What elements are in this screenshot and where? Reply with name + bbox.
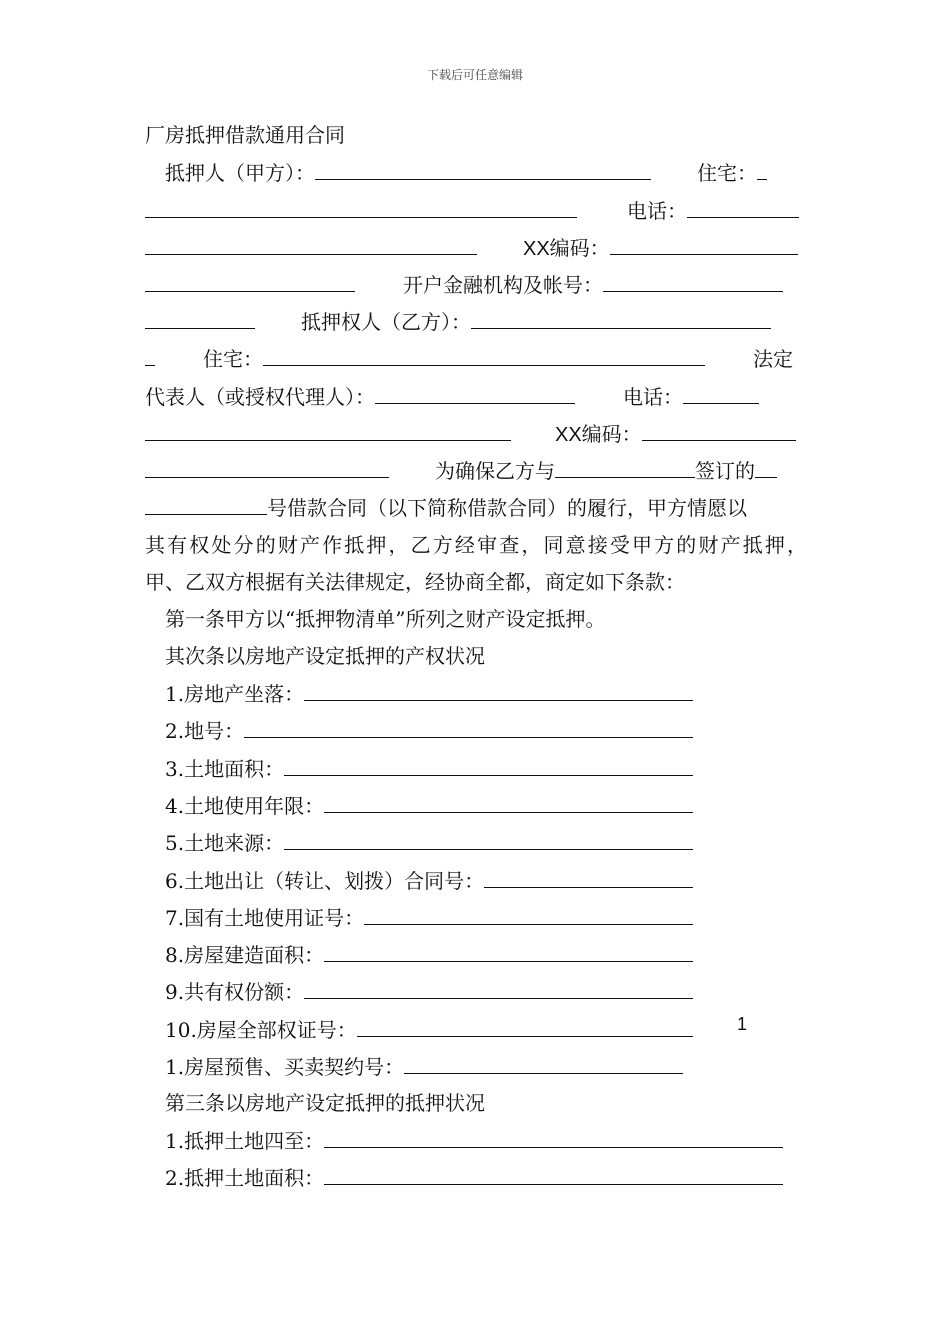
document-title	[145, 120, 807, 150]
postcode-label: XX编码：	[523, 238, 610, 260]
mortgagee-phone-field-start[interactable]	[683, 381, 759, 404]
property-item	[165, 790, 785, 820]
mortgagee-postcode-line	[145, 418, 807, 448]
property-item-field[interactable]	[284, 827, 693, 850]
mortgagor-label: 抵押人（甲方）：	[165, 161, 315, 185]
property-item-field[interactable]	[357, 1014, 693, 1037]
mortgagor-field[interactable]	[315, 157, 651, 180]
property-item-label: 7.国有土地使用证号：	[165, 905, 365, 930]
postcode-bank-line	[145, 269, 807, 299]
preamble-line-3	[145, 567, 807, 597]
property-item-label: 2.地号：	[165, 719, 245, 744]
property-item-field[interactable]	[364, 902, 693, 925]
mortgagee-postcode-field[interactable]	[145, 455, 389, 478]
phone-postcode-line	[145, 232, 807, 262]
property-item	[165, 1051, 785, 1081]
bank-field-start[interactable]	[603, 269, 783, 292]
mortgagee-postcode-field-start[interactable]	[642, 418, 796, 441]
article-3-text: 第三条以房地产设定抵押的抵押状况	[165, 1091, 485, 1115]
preamble-text-3: 甲、乙双方根据有关法律规定，经协商全都，商定如下条款：	[145, 570, 685, 594]
mortgagee-residence-field[interactable]	[263, 343, 705, 366]
header-note: 下载后可任意编辑	[426, 68, 523, 82]
mortgagee-field[interactable]	[471, 306, 771, 329]
preamble-line-1	[145, 492, 807, 522]
preamble-part3: 号借款合同（以下简称借款合同）的履行，甲方情愿以	[267, 496, 747, 520]
mortgage-item	[165, 1125, 805, 1155]
property-item-label: 4.土地使用年限：	[165, 793, 325, 818]
article-2-text: 其次条以房地产设定抵押的产权状况	[165, 644, 485, 668]
mortgage-item	[165, 1162, 805, 1192]
article-1-text: 第一条甲方以“抵押物清单”所列之财产设定抵押。	[165, 607, 606, 631]
property-item-label: 1.房地产坐落：	[165, 682, 305, 706]
property-item-field[interactable]	[404, 1051, 683, 1074]
property-item	[165, 678, 785, 708]
property-item	[165, 902, 785, 932]
property-item	[165, 753, 785, 783]
preamble-part2: 签订的	[695, 459, 755, 483]
bank-field[interactable]	[145, 306, 255, 329]
page-number: 1	[737, 1014, 748, 1034]
mortgagee-residence-label: 住宅：	[203, 347, 263, 371]
bank-label: 开户金融机构及帐号：	[403, 273, 603, 297]
legal-rep-field[interactable]	[375, 381, 575, 404]
preamble-start-line	[145, 455, 807, 485]
mortgagee-field-end[interactable]	[145, 343, 155, 366]
property-item-label: 8.房屋建造面积：	[165, 943, 325, 968]
property-item-field[interactable]	[324, 790, 693, 813]
property-item-label: 10.房屋全部权证号：	[165, 1017, 357, 1042]
mortgagee-postcode-label: XX编码：	[555, 424, 642, 446]
counterparty-field[interactable]	[555, 455, 695, 478]
property-item-label: 1.房屋预售、买卖契约号：	[165, 1055, 405, 1079]
property-item-field[interactable]	[304, 678, 693, 701]
mortgage-item-label: 1.抵押土地四至：	[165, 1129, 325, 1153]
property-item	[165, 865, 785, 895]
property-item	[165, 1014, 785, 1044]
property-item-field[interactable]	[304, 976, 693, 999]
mortgagee-label: 抵押权人（乙方）：	[301, 310, 471, 334]
property-item	[165, 827, 785, 857]
property-item-field[interactable]	[324, 939, 693, 962]
article-1	[165, 604, 805, 634]
mortgagor-line	[145, 157, 807, 187]
residence-phone-line	[145, 195, 807, 225]
property-item-label: 6.土地出让（转让、划拨）合同号：	[165, 868, 485, 893]
article-3-heading	[165, 1088, 805, 1118]
property-item-field[interactable]	[484, 865, 693, 888]
article-2-heading	[165, 641, 805, 671]
mortgagee-phone-label: 电话：	[623, 385, 683, 409]
legal-rep-label: 代表人（或授权代理人）：	[145, 385, 375, 409]
mortgage-item-label: 2.抵押土地面积：	[165, 1166, 325, 1191]
postcode-field[interactable]	[145, 269, 355, 292]
phone-label: 电话：	[627, 199, 687, 223]
property-item-label: 9.共有权份额：	[165, 980, 305, 1005]
mortgage-item-field[interactable]	[324, 1162, 783, 1185]
property-item	[165, 976, 785, 1006]
residence-field-start[interactable]	[757, 157, 767, 180]
legal-rep-label-start: 法定	[753, 347, 793, 371]
property-item-field[interactable]	[244, 715, 693, 738]
mortgagee-phone-field[interactable]	[145, 418, 511, 441]
preamble-line-2	[145, 530, 807, 560]
property-item-label: 5.土地来源：	[165, 831, 285, 856]
postcode-field-start[interactable]	[610, 232, 798, 255]
residence-label: 住宅：	[697, 161, 757, 185]
bank-mortgagee-line	[145, 306, 807, 336]
property-item	[165, 715, 785, 745]
property-item-field[interactable]	[284, 753, 693, 776]
mortgagee-residence-line	[145, 343, 807, 373]
residence-field[interactable]	[145, 195, 577, 218]
phone-field[interactable]	[145, 232, 477, 255]
property-item	[165, 939, 785, 969]
phone-field-start[interactable]	[687, 195, 799, 218]
contract-number-field[interactable]	[145, 492, 267, 515]
contract-number-field-start[interactable]	[755, 455, 777, 478]
preamble-text-2: 其有权处分的财产作抵押，乙方经审查，同意接受甲方的财产抵押，	[145, 533, 807, 557]
property-item-label: 3.土地面积：	[165, 756, 285, 781]
mortgage-item-field[interactable]	[324, 1125, 783, 1148]
preamble-part1: 为确保乙方与	[435, 459, 555, 483]
legal-rep-line	[145, 381, 807, 411]
title-text: 厂房抵押借款通用合同	[145, 123, 345, 147]
